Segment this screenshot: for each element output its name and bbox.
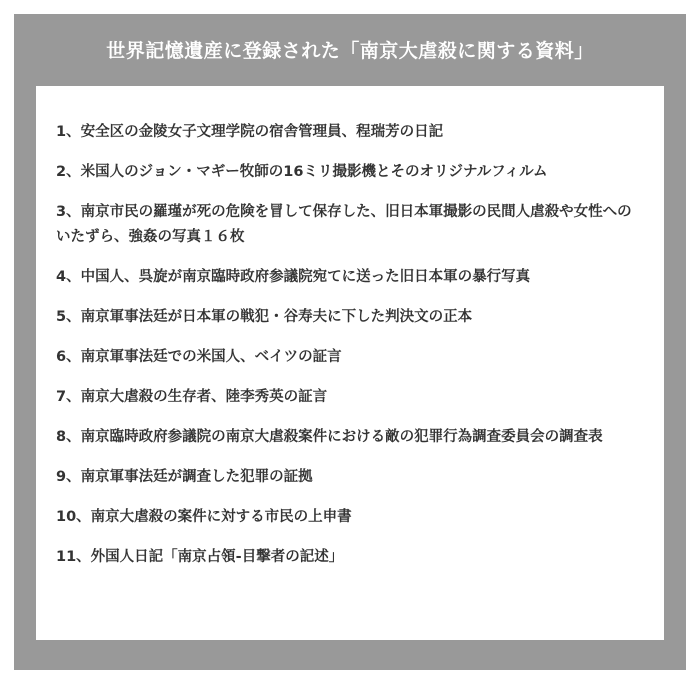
list-item: 6、南京軍事法廷での米国人、ベイツの証言 xyxy=(56,349,342,365)
list-item: 3、南京市民の羅瑾が死の危険を冒して保存した、旧日本軍撮影の民間人虐殺や女性へのいたずら、強姦の写真１６枚 xyxy=(56,204,632,245)
list-item: 9、南京軍事法廷が調査した犯罪の証拠 xyxy=(56,469,313,485)
document-frame xyxy=(14,14,686,670)
list-item: 2、米国人のジョン・マギー牧師の16ミリ撮影機とそのオリジナルフィルム xyxy=(56,164,548,180)
list-item: 10、南京大虐殺の案件に対する市民の上申書 xyxy=(56,509,352,525)
list-item: 4、中国人、呉旋が南京臨時政府参議院宛てに送った旧日本軍の暴行写真 xyxy=(56,269,531,285)
page-title: 世界記憶遺産に登録された「南京大虐殺に関する資料」 xyxy=(106,39,594,62)
list-item: 5、南京軍事法廷が日本軍の戦犯・谷寿夫に下した判決文の正本 xyxy=(56,309,473,325)
document-list xyxy=(36,86,664,570)
list-item: 1、安全区の金陵女子文理学院の宿舎管理員、程瑞芳の日記 xyxy=(56,124,444,140)
content-panel xyxy=(36,86,664,640)
list-item: 8、南京臨時政府参議院の南京大虐殺案件における敵の犯罪行為調査委員会の調査表 xyxy=(56,429,603,445)
list-item: 7、南京大虐殺の生存者、陸李秀英の証言 xyxy=(56,389,328,405)
list-item: 11、外国人日記「南京占領-目撃者の記述」 xyxy=(56,549,344,565)
